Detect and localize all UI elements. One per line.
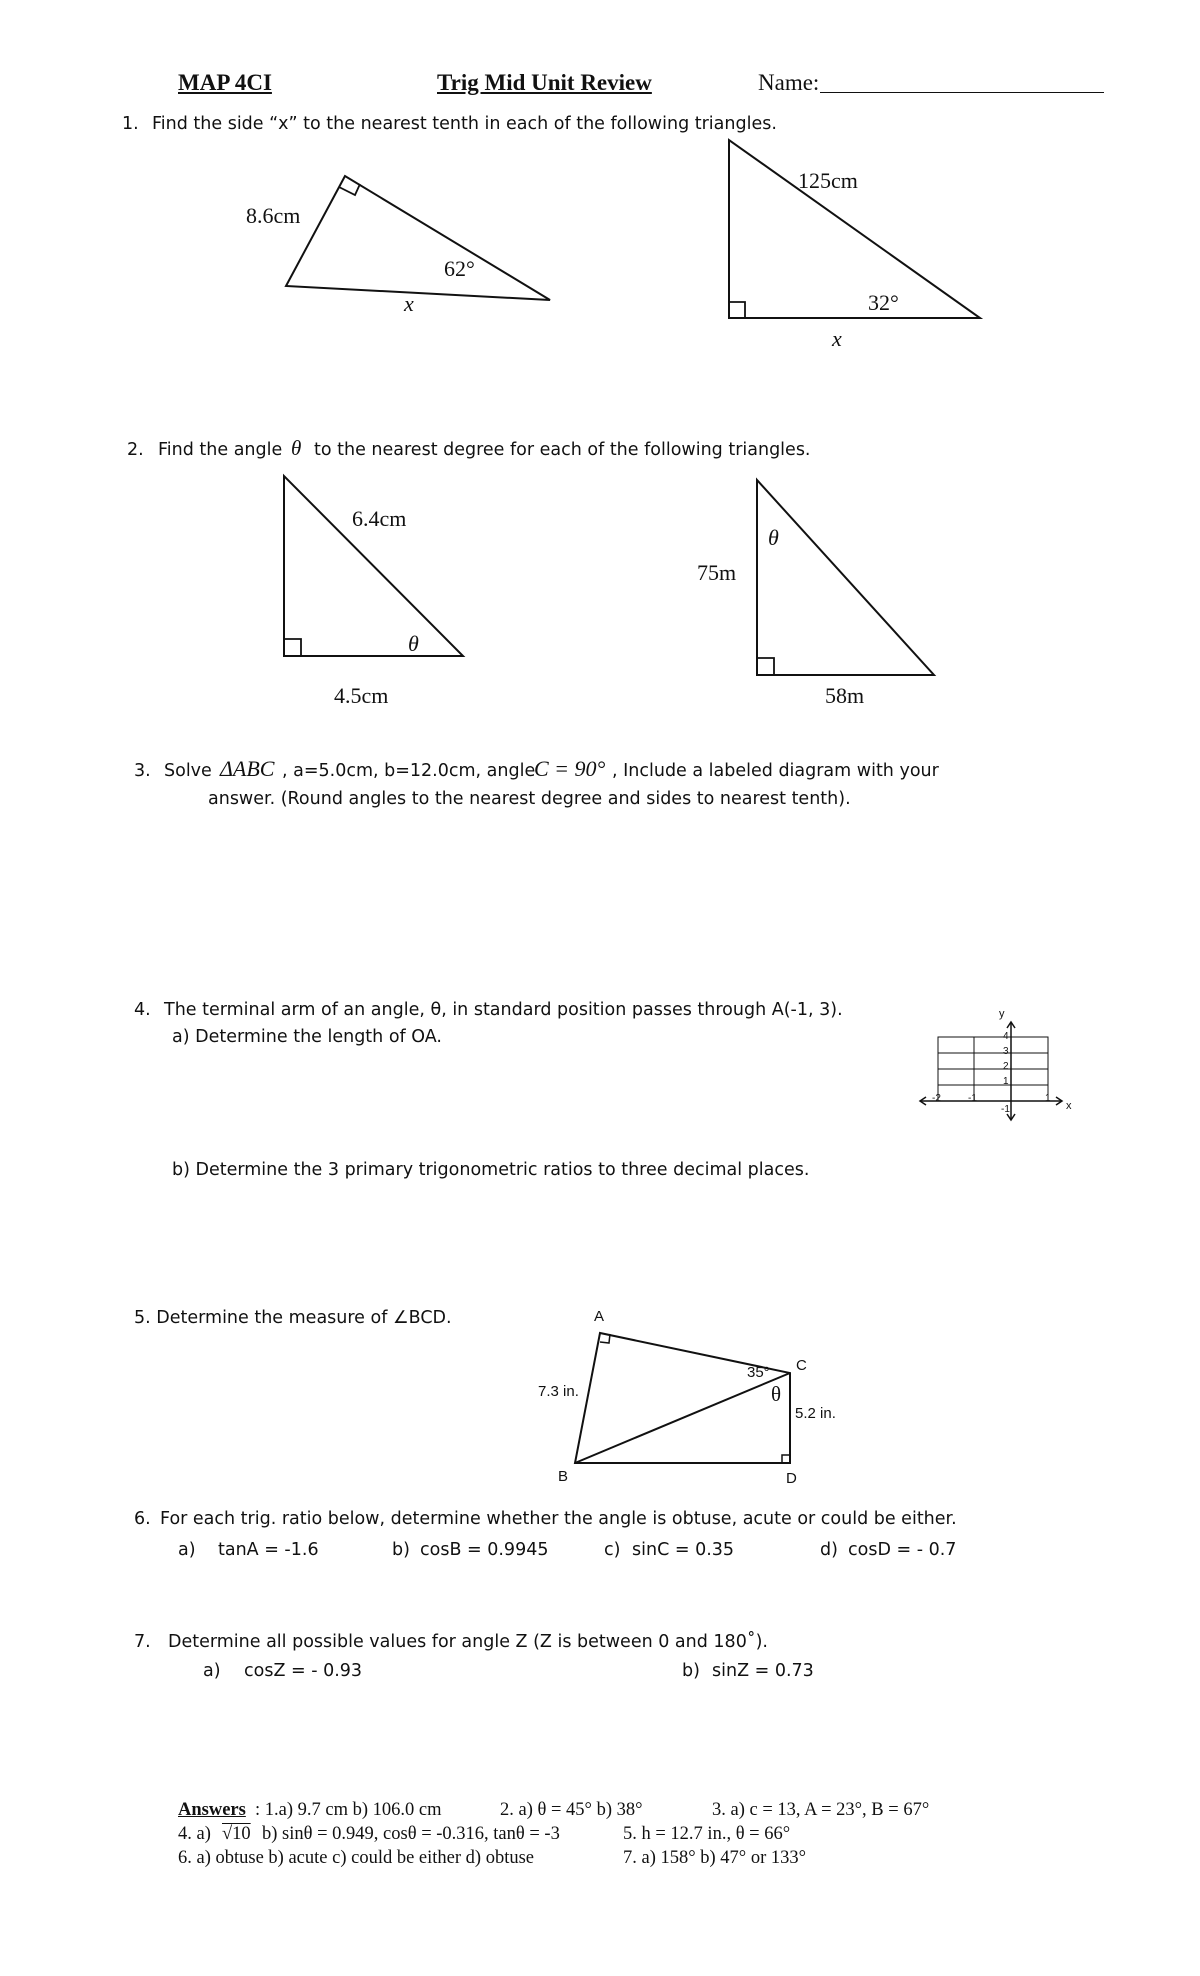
q2b-base-label: 58m [825, 683, 865, 708]
answers-line2-a: 4. a) [178, 1824, 211, 1844]
answers-line1-a: : 1.a) 9.7 cm b) 106.0 cm [255, 1800, 442, 1820]
q1a-unknown-label: x [404, 291, 414, 316]
q4-grid-y-tick: 2 [1003, 1061, 1009, 1072]
q3-angle-expression: C = 90° [534, 756, 606, 781]
q2-triangle-a [284, 476, 463, 656]
answers-sqrt10: √10 [222, 1824, 251, 1844]
q4-grid-y-tick: -1 [1001, 1104, 1010, 1115]
q2b-angle-label: θ [768, 525, 779, 550]
q2-text-after: to the nearest degree for each of the following triangles. [314, 440, 811, 460]
q1-triangle-b [729, 140, 980, 318]
answers-line1-b: 2. a) θ = 45° b) 38° [500, 1800, 643, 1820]
q2a-hypotenuse-label: 6.4cm [352, 506, 407, 531]
q4-text: The terminal arm of an angle, θ, in standard position passes through A(-1, 3). [164, 1000, 843, 1020]
q4-grid-x-tick: -1 [968, 1093, 977, 1104]
q4-grid-x-axis-label: x [1066, 1100, 1072, 1112]
q3-given: , a=5.0cm, b=12.0cm, angle [282, 761, 536, 781]
q3-solve-word: Solve [164, 761, 212, 781]
q3-number: 3. [134, 761, 151, 781]
q6-part-b-expr: cosB = 0.9945 [420, 1540, 549, 1560]
q2-number: 2. [127, 440, 144, 460]
q7-part-a-label: a) [203, 1661, 221, 1681]
q5-side-ab-label: 7.3 in. [538, 1383, 579, 1400]
q6-part-a-expr: tanA = -1.6 [218, 1540, 319, 1560]
answers-line1-c: 3. a) c = 13, A = 23°, B = 67° [712, 1800, 930, 1820]
q4-part-b: b) Determine the 3 primary trigonometric ratios to three decimal places. [172, 1160, 810, 1180]
q4-coordinate-grid [920, 1022, 1062, 1120]
q1b-hypotenuse-label: 125cm [798, 168, 858, 193]
q4-grid-y-axis-label: y [999, 1008, 1005, 1020]
q4-number: 4. [134, 1000, 151, 1020]
q4-part-a: a) Determine the length of OA. [172, 1027, 442, 1047]
q5-vertex-b: B [558, 1468, 569, 1485]
q6-part-b-label: b) [392, 1540, 410, 1560]
q4-grid-y-tick: 4 [1003, 1031, 1009, 1042]
name-label: Name: [758, 70, 820, 95]
q5-side-cd-label: 5.2 in. [795, 1405, 836, 1422]
q6-part-d-label: d) [820, 1540, 838, 1560]
q4-grid-x-tick: -2 [932, 1093, 941, 1104]
q1a-hypotenuse-label: 8.6cm [246, 203, 301, 228]
q5-vertex-a: A [594, 1308, 605, 1325]
q2-triangle-b [757, 480, 934, 675]
q5-text: 5. Determine the measure of ∠BCD. [134, 1308, 452, 1328]
q2a-base-label: 4.5cm [334, 683, 389, 708]
q5-vertex-d: D [786, 1470, 797, 1487]
q4-grid-y-tick: 3 [1003, 1046, 1009, 1057]
q2-text-before: Find the angle [158, 440, 283, 460]
q7-part-a-expr: cosZ = - 0.93 [244, 1661, 363, 1681]
q4-grid-y-tick: 1 [1003, 1076, 1009, 1087]
q5-theta-label: θ [771, 1382, 782, 1406]
q7-part-b-expr: sinZ = 0.73 [712, 1661, 814, 1681]
q6-part-c-expr: sinC = 0.35 [632, 1540, 735, 1560]
q7-text: Determine all possible values for angle Z (Z is between 0 and 180˚). [168, 1632, 768, 1652]
q2-theta-symbol: θ [291, 436, 302, 460]
q4-grid-x-tick: 1 [1045, 1093, 1051, 1104]
answers-line3-a: 6. a) obtuse b) acute c) could be either d) obtuse [178, 1848, 534, 1868]
q7-part-b-label: b) [682, 1661, 700, 1681]
q3-text-line2: answer. (Round angles to the nearest degree and sides to nearest tenth). [208, 789, 851, 809]
q2b-vertical-label: 75m [697, 560, 737, 585]
q1-triangle-a [286, 176, 550, 300]
answers-line3-b: 7. a) 158° b) 47° or 133° [623, 1848, 807, 1868]
q6-text: For each trig. ratio below, determine whether the angle is obtuse, acute or could be either. [160, 1509, 957, 1529]
q7-number: 7. [134, 1632, 151, 1652]
q6-part-d-expr: cosD = - 0.7 [848, 1540, 957, 1560]
q1b-unknown-label: x [832, 326, 842, 351]
q1a-angle-label: 62° [444, 256, 475, 281]
course-code: MAP 4CI [178, 70, 272, 95]
q3-triangle-name: ΔABC [220, 756, 275, 781]
page-title: Trig Mid Unit Review [437, 70, 652, 95]
q5-angle-acb-label: 35° [747, 1364, 770, 1381]
q6-part-a-label: a) [178, 1540, 196, 1560]
answers-line2-c: 5. h = 12.7 in., θ = 66° [623, 1824, 791, 1844]
answers-heading: Answers [178, 1800, 246, 1820]
q1-text: Find the side “x” to the nearest tenth in each of the following triangles. [152, 114, 777, 134]
q6-part-c-label: c) [604, 1540, 621, 1560]
answers-line2-b: b) sinθ = 0.949, cosθ = -0.316, tanθ = -3 [262, 1824, 560, 1844]
q5-vertex-c: C [796, 1357, 807, 1374]
q1-number: 1. [122, 114, 139, 134]
q5-diagram [575, 1333, 790, 1463]
q3-text-rest: , Include a labeled diagram with your [612, 761, 939, 781]
q1b-angle-label: 32° [868, 290, 899, 315]
q2a-angle-label: θ [408, 631, 419, 656]
q6-number: 6. [134, 1509, 151, 1529]
